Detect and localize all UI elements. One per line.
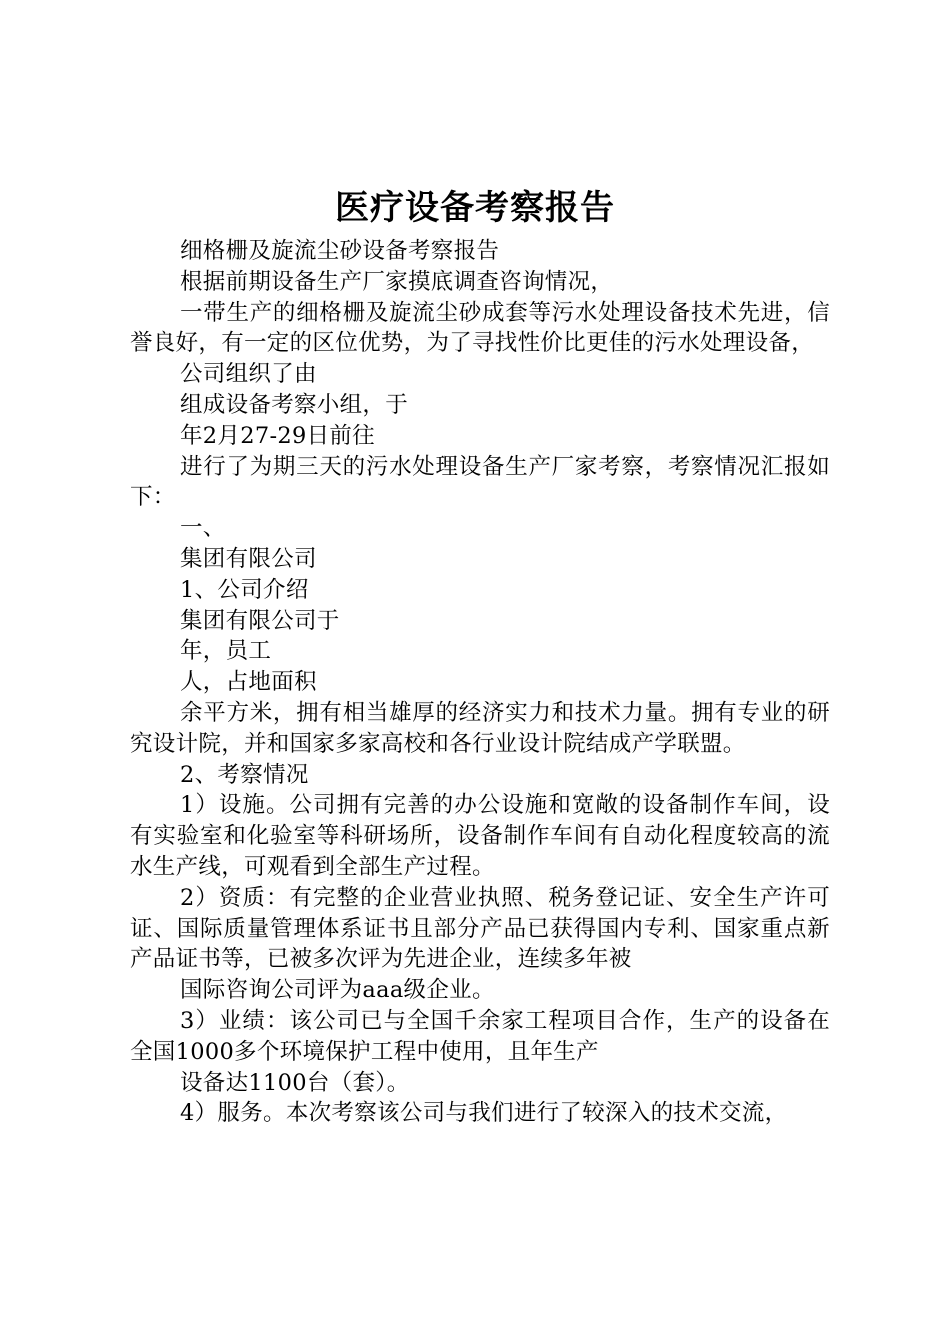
paragraph: 2）资质：有完整的企业营业执照、税务登记证、安全生产许可证、国际质量管理体系证书且部分产品已获得国内专利、国家重点新产品证书等，已被多次评为先进企业，连续多年被	[130, 884, 830, 973]
document-title: 医疗设备考察报告	[335, 188, 615, 228]
paragraph: 集团有限公司于	[180, 607, 340, 634]
paragraph: 余平方米，拥有相当雄厚的经济实力和技术力量。拥有专业的研究设计院，并和国家多家高校和各行业设计院结成产学联盟。	[130, 699, 830, 757]
paragraph: 细格栅及旋流尘砂设备考察报告	[180, 238, 500, 264]
paragraph: 1）设施。公司拥有完善的办公设施和宽敞的设备制作车间，设有实验室和化验室等科研场所，设备制作车间有自动化程度较高的流水生产线，可观看到全部生产过程。	[130, 792, 830, 880]
subsection-heading: 1、公司介绍	[180, 576, 309, 603]
paragraph: 3）业绩：该公司已与全国千余家工程项目合作，生产的设备在全国1000多个环境保护工程中使用，且年生产	[130, 1007, 830, 1065]
paragraph: 年2月27-29日前往	[180, 422, 375, 449]
company-name: 集团有限公司	[180, 545, 317, 572]
paragraph: 组成设备考察小组，于	[180, 391, 409, 418]
subsection-heading: 2、考察情况	[180, 761, 309, 788]
paragraph: 年，员工	[180, 638, 272, 665]
paragraph: 4）服务。本次考察该公司与我们进行了较深入的技术交流，	[180, 1100, 788, 1127]
paragraph: 人，占地面积	[180, 669, 317, 696]
paragraph: 国际咨询公司评为aaa级企业。	[180, 977, 495, 1004]
paragraph: 一带生产的细格栅及旋流尘砂成套等污水处理设备技术先进，信誉良好，有一定的区位优势，为了寻找性价比更佳的污水处理设备，	[130, 299, 830, 357]
document-body	[130, 236, 830, 1129]
paragraph: 进行了为期三天的污水处理设备生产厂家考察，考察情况汇报如下：	[130, 453, 830, 511]
paragraph: 公司组织了由	[180, 361, 317, 388]
paragraph: 设备达1100台（套）。	[180, 1069, 410, 1096]
section-heading: 一、	[180, 515, 226, 542]
paragraph: 根据前期设备生产厂家摸底调查咨询情况，	[180, 268, 614, 295]
